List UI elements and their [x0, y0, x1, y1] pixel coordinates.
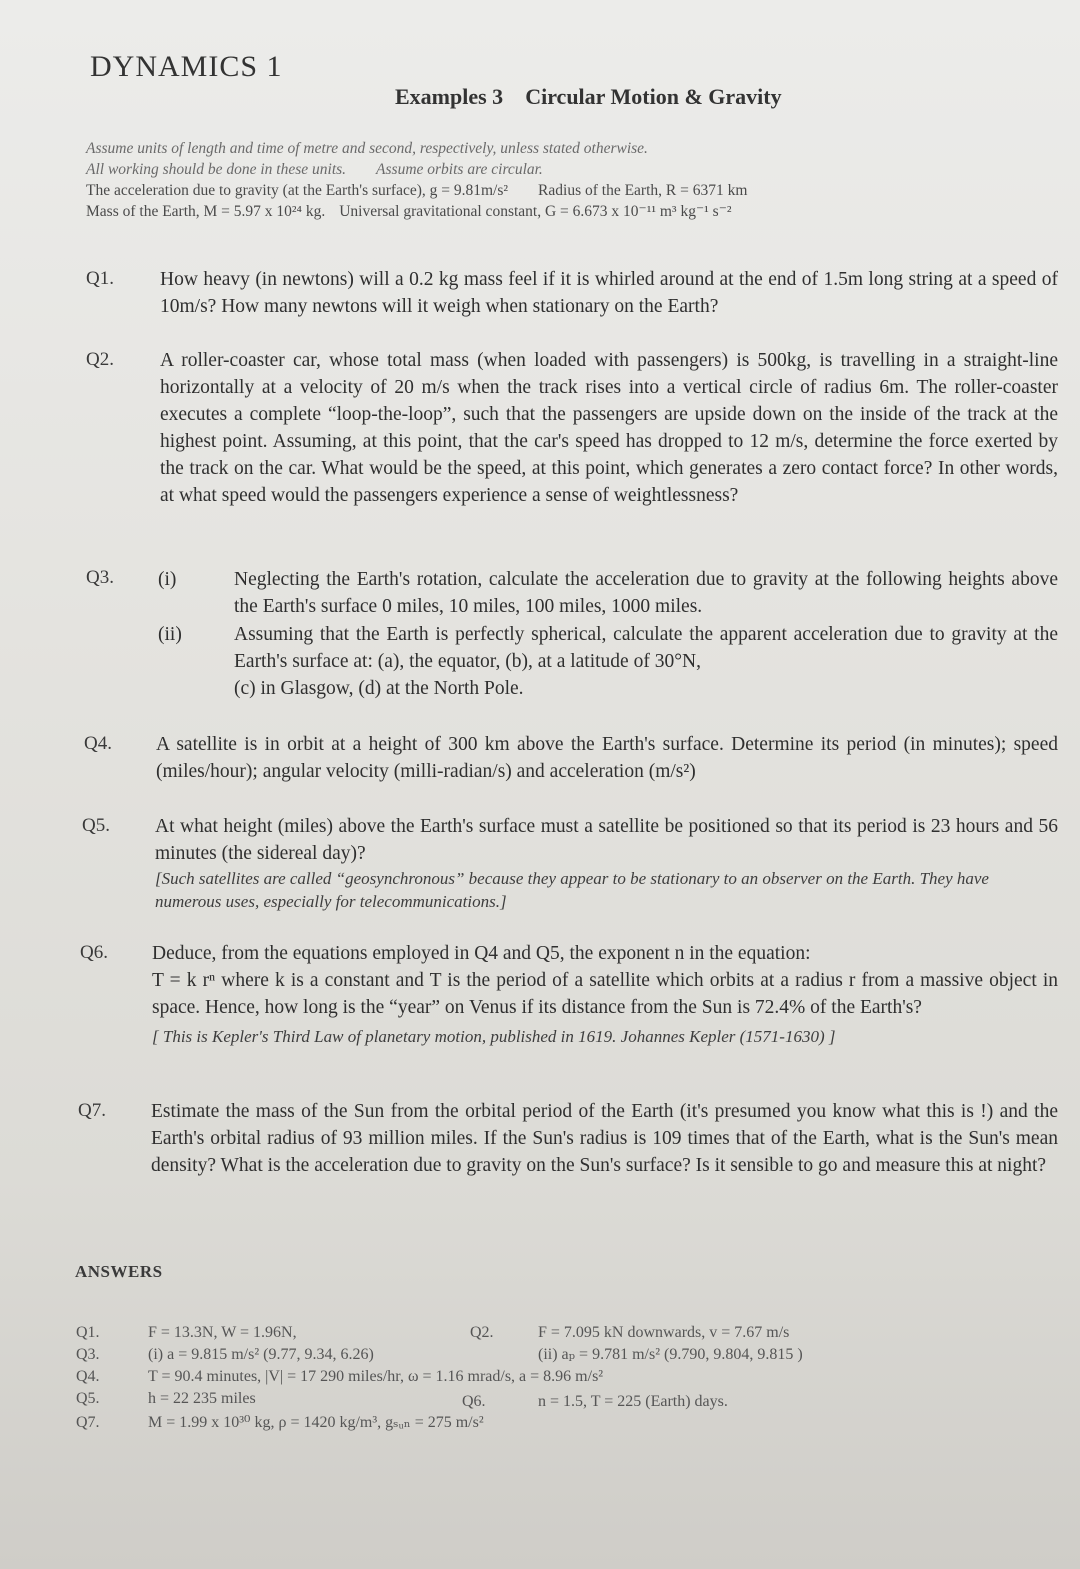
- document-subtitle: [395, 84, 804, 110]
- question-part-text: (c) in Glasgow, (d) at the North Pole.: [234, 678, 524, 699]
- question-number: Q5.: [82, 815, 110, 836]
- subtitle-examples: Examples 3: [395, 84, 504, 109]
- question-number: Q1.: [86, 268, 114, 289]
- answers-heading: ANSWERS: [75, 1262, 163, 1281]
- answer-qnum: Q4.: [76, 1368, 100, 1385]
- question-text-equation: T = k rⁿ where k is a constant and T is the period of a satellite which orbits at a radius r from a massive object in space. Hence, how long is the “year” on Venus if its distance from the Sun is 72.4% of the Earth's?: [152, 970, 1058, 1018]
- answer-qnum: Q3.: [76, 1346, 100, 1363]
- preamble-line-2: [86, 159, 1026, 180]
- question-number: Q6.: [80, 942, 108, 963]
- question-text: Deduce, from the equations employed in Q4 and Q5, the exponent n in the equation:: [152, 943, 811, 964]
- question-block: [152, 940, 1058, 1048]
- answer-qnum: Q1.: [76, 1324, 100, 1341]
- answer-text: M = 1.99 x 10³⁰ kg, ρ = 1420 kg/m³, gₛᵤₙ = 275 m/s²: [148, 1414, 484, 1431]
- subtitle-topic: Circular Motion & Gravity: [525, 84, 782, 109]
- document-title: DYNAMICS 1: [90, 50, 283, 83]
- question-block: [155, 813, 1058, 913]
- question-note: [ This is Kepler's Third Law of planetary motion, published in 1619. Johannes Kepler (1571-1630) ]: [152, 1027, 836, 1046]
- answer-text: F = 7.095 kN downwards, v = 7.67 m/s: [538, 1324, 790, 1341]
- preamble-line-4: [86, 201, 1026, 222]
- answer-qnum: Q5.: [76, 1390, 100, 1407]
- answer-qnum: Q6.: [462, 1393, 486, 1410]
- part-label: (ii): [158, 624, 182, 645]
- question-text: A satellite is in orbit at a height of 300 km above the Earth's surface. Determine its period (in minutes); speed (miles/hour); angular velocity (milli-radian/s) and acceleration (m/s²): [156, 734, 1058, 782]
- question-text: Estimate the mass of the Sun from the orbital period of the Earth (it's presumed you know what this is !) and the Earth's orbital radius of 93 million miles. If the Sun's radius is 109 times that of the Earth, what is the Sun's mean density? What is the acceleration due to gravity on the Sun's surface? Is it sensible to go and measure this at night?: [151, 1101, 1058, 1176]
- preamble-orbits-note: Assume orbits are circular.: [376, 161, 543, 178]
- answer-qnum: Q7.: [76, 1414, 100, 1431]
- preamble: [86, 138, 1026, 222]
- question-text: A roller-coaster car, whose total mass (when loaded with passengers) is 500kg, is travelling in a straight-line horizontally at a velocity of 20 m/s when the track rises into a vertical circle of radius 6m. The roller-coaster executes a complete “loop-the-loop”, such that the passengers are upside down on the inside of the track at the highest point. Assuming, at this point, that the car's speed has dropped to 12 m/s, determine the force exerted by the track on the car. What would be the speed, at this point, which generates a zero contact force? In other words, at what speed would the passengers experience a sense of weightlessness?: [160, 350, 1058, 506]
- question-text: At what height (miles) above the Earth's surface must a satellite be positioned so that its period is 23 hours and 56 minutes (the sidereal day)?: [155, 816, 1058, 864]
- question-note: [Such satellites are called “geosynchronous” because they appear to be stationary to an observer on the Earth. They have numerous uses, especially for telecommunications.]: [155, 869, 989, 911]
- question-part-text: Assuming that the Earth is perfectly spherical, calculate the apparent acceleration due to gravity at the Earth's surface at: (a), the equator, (b), at a latitude of 30°N,: [234, 624, 1058, 672]
- preamble-line-3: [86, 180, 1026, 201]
- question-number: Q7.: [78, 1100, 106, 1121]
- question-number: Q3.: [86, 567, 114, 588]
- preamble-earth-radius: Radius of the Earth, R = 6371 km: [538, 182, 748, 199]
- answer-text: T = 90.4 minutes, |V| = 17 290 miles/hr, ω = 1.16 mrad/s, a = 8.96 m/s²: [148, 1368, 604, 1385]
- answer-text: n = 1.5, T = 225 (Earth) days.: [538, 1393, 728, 1410]
- answer-text: F = 13.3N, W = 1.96N,: [148, 1324, 297, 1341]
- answer-text: h = 22 235 miles: [148, 1390, 256, 1407]
- preamble-units-note: All working should be done in these units.: [86, 161, 347, 178]
- answer-text: (i) a = 9.815 m/s² (9.77, 9.34, 6.26): [148, 1346, 374, 1363]
- preamble-line-1: Assume units of length and time of metre and second, respectively, unless stated otherwise.: [86, 140, 648, 157]
- preamble-grav-constant: Universal gravitational constant, G = 6.673 x 10⁻¹¹ m³ kg⁻¹ s⁻²: [339, 203, 732, 220]
- question-part-text: Neglecting the Earth's rotation, calculate the acceleration due to gravity at the following heights above the Earth's surface 0 miles, 10 miles, 100 miles, 1000 miles.: [234, 569, 1058, 617]
- question-number: Q4.: [84, 733, 112, 754]
- question-text: How heavy (in newtons) will a 0.2 kg mass feel if it is whirled around at the end of 1.5m long string at a speed of 10m/s? How many newtons will it weigh when stationary on the Earth?: [160, 269, 1058, 317]
- preamble-gravity: The acceleration due to gravity (at the Earth's surface), g = 9.81m/s²: [86, 182, 509, 199]
- part-label: (i): [158, 569, 177, 590]
- question-number: Q2.: [86, 349, 114, 370]
- preamble-earth-mass: Mass of the Earth, M = 5.97 x 10²⁴ kg.: [86, 203, 326, 220]
- answer-text: (ii) aₚ = 9.781 m/s² (9.790, 9.804, 9.815 ): [538, 1346, 803, 1363]
- answer-qnum: Q2.: [470, 1324, 494, 1341]
